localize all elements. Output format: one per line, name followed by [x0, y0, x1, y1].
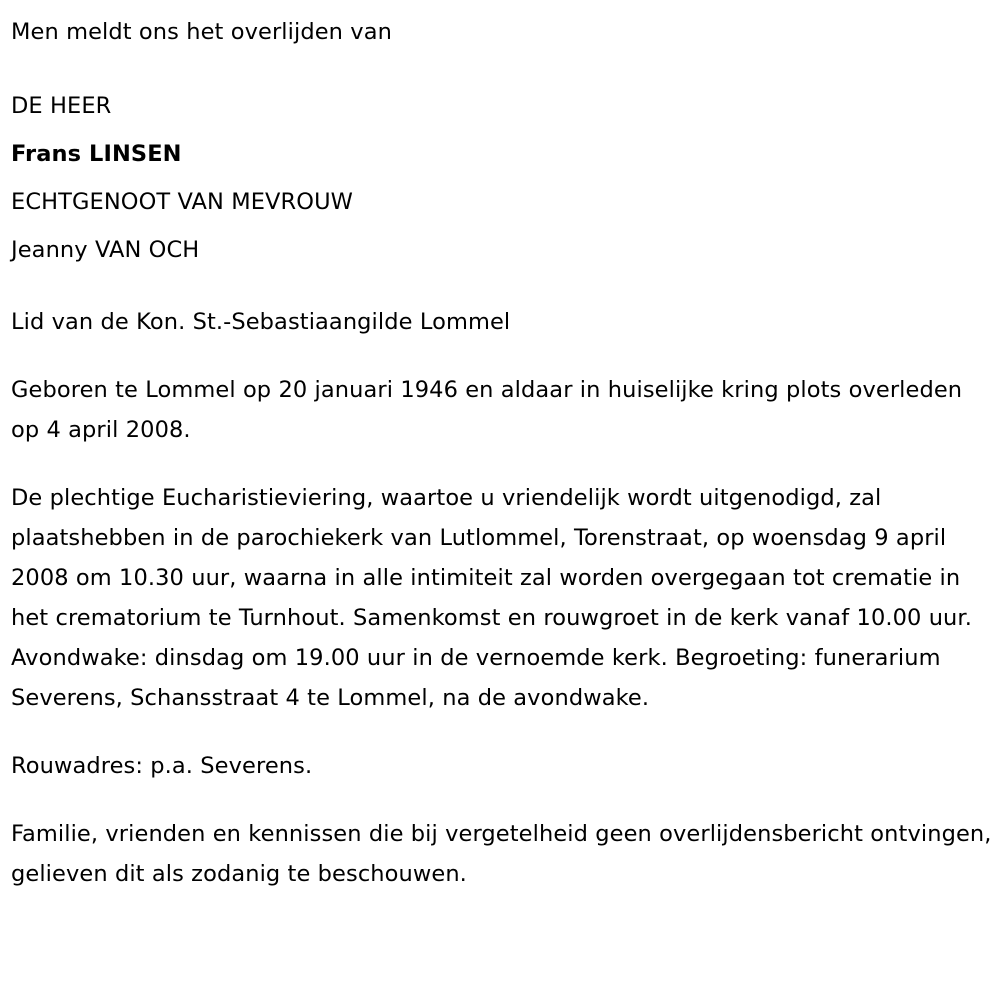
mourning-address-text: Rouwadres: p.a. Severens. [11, 753, 313, 779]
honorific-line: DE HEER [11, 93, 112, 119]
membership-text: Lid van de Kon. St.-Sebastiaangilde Lommel [11, 309, 511, 335]
service-details-text: De plechtige Eucharistieviering, waartoe u vriendelijk wordt uitgenodigd, zal plaatshebben in de parochiekerk van Lutlommel, Torenstraat, op woensdag 9 april 2008 om 10.30 uur, waarna in alle intimiteit zal worden overgegaan tot crematie in het crematorium te Turnhout. Samenkomst en rouwgroet in de kerk vanaf 10.00 uur. Avondwake: dinsdag om 19.00 uur in de vernoemde kerk. Begroeting: funerarium Severens, Schansstraat 4 te Lommel, na de avondwake. [11, 485, 972, 711]
birth-death-text: Geboren te Lommel op 20 januari 1946 en aldaar in huiselijke kring plots overleden op 4 april 2008. [11, 377, 963, 443]
closing-notice-text: Familie, vrienden en kennissen die bij vergetelheid geen overlijdensbericht ontvingen, gelieven dit als zodanig te beschouwen. [11, 821, 992, 887]
identity-block [11, 82, 992, 274]
lead-text: Men meldt ons het overlijden van [11, 19, 392, 45]
deceased-name: Frans LINSEN [11, 141, 182, 167]
spouse-name: Jeanny VAN OCH [11, 237, 200, 263]
spouse-relation-line: ECHTGENOOT VAN MEVROUW [11, 189, 353, 215]
